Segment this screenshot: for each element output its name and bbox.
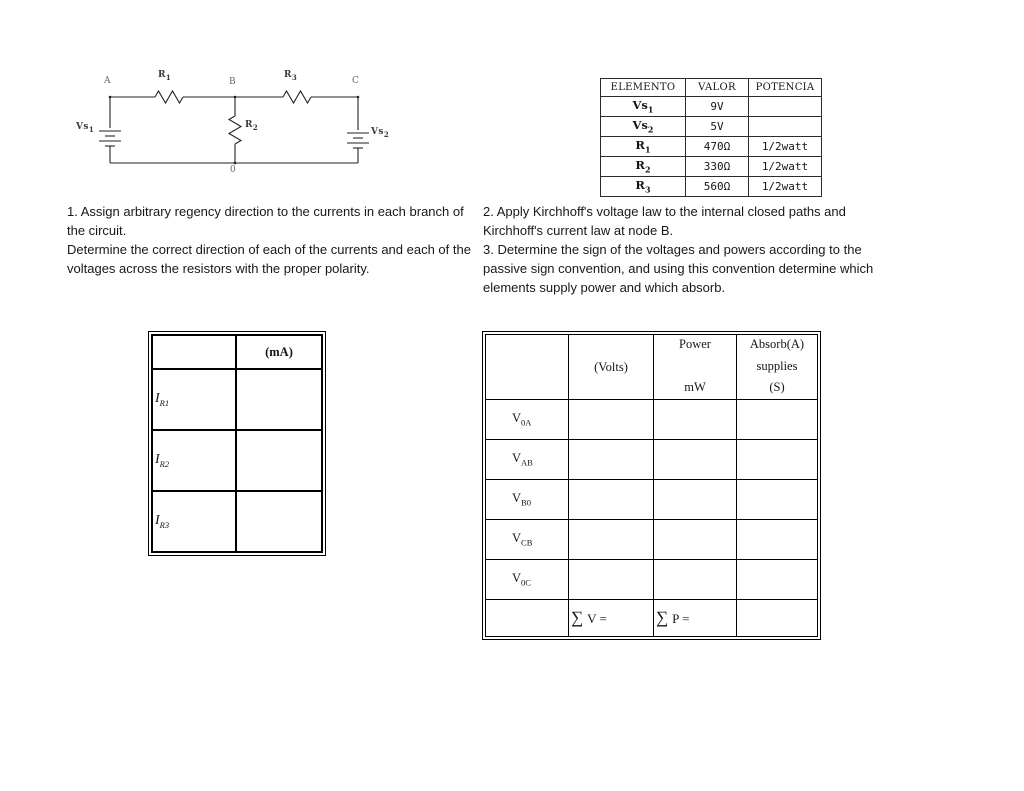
- blank-cell: [737, 600, 818, 637]
- table-row: [152, 491, 322, 552]
- element-power: 1/2watt: [749, 157, 822, 177]
- voltage-table-header-row: [486, 335, 818, 400]
- element-value: 5V: [686, 117, 749, 137]
- power-cell: [654, 400, 737, 440]
- current-value-cell: [236, 369, 322, 430]
- node-label-b: B: [229, 77, 236, 87]
- node-label-0: 0: [230, 165, 236, 175]
- sum-power-cell: ∑ P =: [654, 600, 737, 637]
- element-name: $Vs_2$: [601, 117, 686, 137]
- table-row: [152, 369, 322, 430]
- instruction-paragraph-1b: Determine the correct direction of each of the currents and each of the voltages across the resistors with the proper polarity.: [67, 242, 471, 276]
- blank-cell: [486, 600, 569, 637]
- table-row: [601, 117, 822, 137]
- instruction-paragraph-1: 1. Assign arbitrary regency direction to the currents in each branch of the circuit.: [67, 204, 464, 238]
- row-label-vcb: $V_{CB}$: [486, 520, 569, 560]
- component-table: [600, 78, 822, 197]
- table-row: [601, 97, 822, 117]
- absorb-cell: [737, 520, 818, 560]
- absorb-header: Absorb(A) supplies (S): [737, 335, 818, 400]
- node-label-a: A: [104, 76, 111, 86]
- element-name: $R_2$: [601, 157, 686, 177]
- absorb-cell: [737, 440, 818, 480]
- row-label-ir2: $I_{R2}$: [152, 430, 236, 491]
- blank-header-cell: [486, 335, 569, 400]
- volts-cell: [569, 440, 654, 480]
- power-cell: [654, 520, 737, 560]
- element-name: $Vs_1$: [601, 97, 686, 117]
- table-row: [601, 157, 822, 177]
- power-cell: [654, 440, 737, 480]
- element-power: 1/2watt: [749, 137, 822, 157]
- volts-cell: [569, 400, 654, 440]
- voltage-table: [482, 331, 821, 640]
- current-value-cell: [236, 430, 322, 491]
- instruction-paragraph-3: 3. Determine the sign of the voltages and powers according to the passive sign convention, and using this convention determine which elements supply power and which absorb.: [483, 242, 874, 295]
- power-header: Power mW: [654, 335, 737, 400]
- element-power: [749, 117, 822, 137]
- current-table-header-row: [152, 335, 322, 369]
- table-row: [152, 430, 322, 491]
- table-row: [601, 177, 822, 197]
- absorb-cell: [737, 560, 818, 600]
- table-row: [601, 137, 822, 157]
- blank-header-cell: [152, 335, 236, 369]
- row-label-ir3: $I_{R3}$: [152, 491, 236, 552]
- row-label-ir1: $I_{R1}$: [152, 369, 236, 430]
- element-value: 9V: [686, 97, 749, 117]
- table-row: [486, 440, 818, 480]
- element-power: 1/2watt: [749, 177, 822, 197]
- absorb-cell: [737, 480, 818, 520]
- resistor-r1-label: $R_1$: [158, 70, 172, 82]
- resistor-r2-label: $R_2$: [245, 120, 259, 132]
- row-label-vab: $V_{AB}$: [486, 440, 569, 480]
- volts-header: (Volts): [569, 335, 654, 400]
- node-label-c: C: [352, 76, 359, 86]
- element-value: 330Ω: [686, 157, 749, 177]
- col-header-potencia: POTENCIA: [749, 79, 822, 97]
- element-value: 470Ω: [686, 137, 749, 157]
- power-cell: [654, 560, 737, 600]
- volts-cell: [569, 560, 654, 600]
- absorb-cell: [737, 400, 818, 440]
- current-value-cell: [236, 491, 322, 552]
- element-name: $R_3$: [601, 177, 686, 197]
- sum-row: [486, 600, 818, 637]
- instructions-left: [67, 202, 483, 278]
- component-table-header-row: [601, 79, 822, 97]
- instructions-right: [483, 202, 889, 297]
- sum-voltage-cell: ∑ V =: [569, 600, 654, 637]
- col-header-elemento: ELEMENTO: [601, 79, 686, 97]
- resistor-r3-label: $R_3$: [284, 70, 298, 82]
- element-name: $R_1$: [601, 137, 686, 157]
- table-row: [486, 400, 818, 440]
- row-label-vb0: $V_{B0}$: [486, 480, 569, 520]
- current-table: [148, 331, 326, 556]
- row-label-v0a: $V_{0A}$: [486, 400, 569, 440]
- row-label-v0c: $V_{0C}$: [486, 560, 569, 600]
- volts-cell: [569, 480, 654, 520]
- ma-header: (mA): [236, 335, 322, 369]
- source-vs2-label: $Vs_2$: [371, 127, 390, 139]
- instruction-paragraph-2: 2. Apply Kirchhoff's voltage law to the internal closed paths and Kirchhoff's current law at node B.: [483, 204, 846, 238]
- table-row: [486, 520, 818, 560]
- volts-cell: [569, 520, 654, 560]
- power-cell: [654, 480, 737, 520]
- element-value: 560Ω: [686, 177, 749, 197]
- table-row: [486, 560, 818, 600]
- table-row: [486, 480, 818, 520]
- source-vs1-label: $Vs_1$: [76, 122, 95, 134]
- element-power: [749, 97, 822, 117]
- col-header-valor: VALOR: [686, 79, 749, 97]
